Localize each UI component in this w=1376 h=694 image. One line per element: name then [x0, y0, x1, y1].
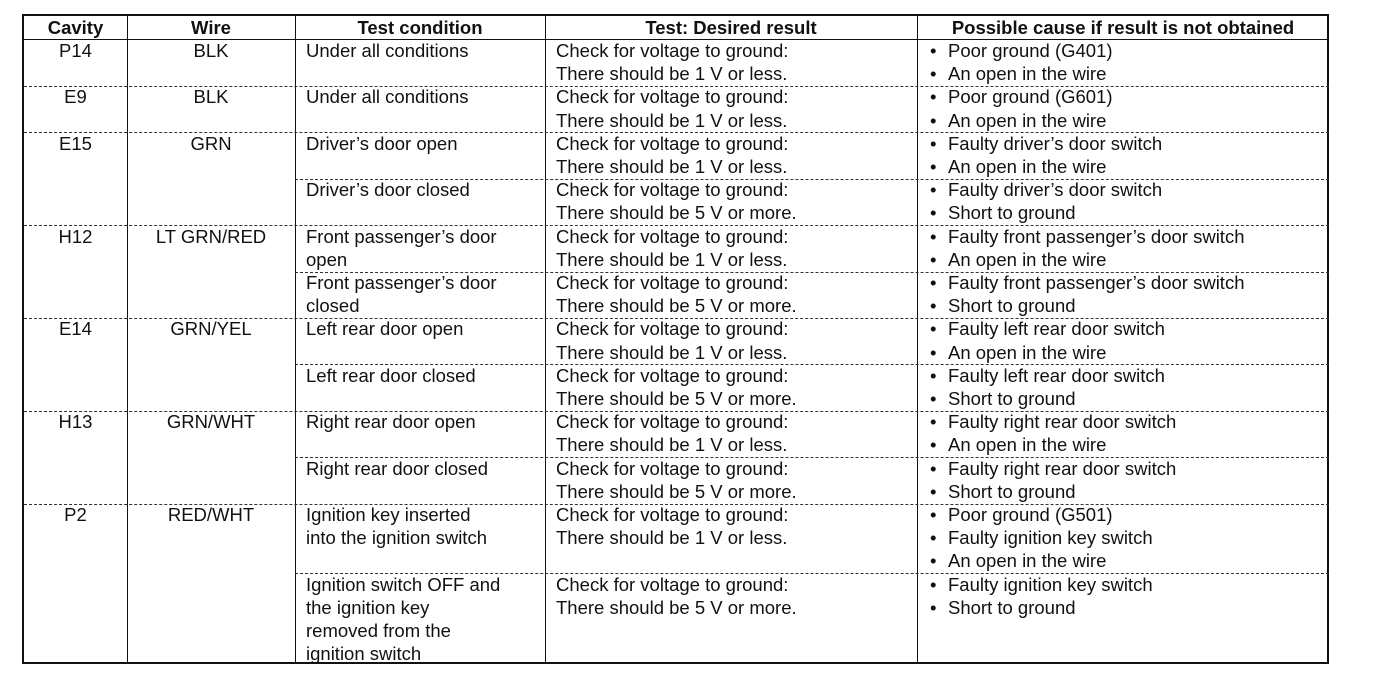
cause-item	[930, 573, 1153, 596]
bullet-icon: •	[930, 341, 937, 363]
bullet-icon: •	[930, 272, 937, 293]
cause-text: Faulty right rear door switch	[948, 411, 1177, 433]
cavity-cell: P14	[59, 40, 92, 61]
test-condition-text: Right rear door closed	[306, 457, 489, 479]
header-cavity: Cavity	[47, 17, 104, 38]
cause-text: Poor ground (G501)	[948, 504, 1113, 525]
bullet-icon: •	[930, 40, 937, 61]
wire-cell: BLK	[193, 40, 229, 61]
test-condition-text: open	[306, 248, 348, 270]
test-condition-text: Ignition switch OFF and	[306, 573, 501, 595]
wiring-test-table	[22, 14, 1329, 664]
bullet-icon: •	[930, 109, 937, 131]
bullet-icon: •	[930, 573, 937, 595]
desired-result-text: Check for voltage to ground:	[556, 364, 789, 386]
cause-item	[930, 85, 1113, 108]
bullet-icon: •	[930, 156, 937, 177]
bullet-icon: •	[930, 411, 937, 433]
desired-result-text: There should be 5 V or more.	[556, 480, 797, 502]
bullet-icon: •	[930, 388, 937, 409]
cause-item	[930, 271, 1245, 294]
bullet-icon: •	[930, 225, 937, 247]
cause-text: Faulty front passenger’s door switch	[948, 225, 1245, 247]
column-divider	[295, 16, 296, 662]
cavity-cell: H13	[58, 411, 93, 433]
bullet-icon: •	[930, 364, 937, 386]
cause-item	[930, 387, 1076, 410]
test-condition-text: Left rear door closed	[306, 364, 476, 386]
column-divider	[917, 16, 918, 662]
cause-text: Short to ground	[948, 388, 1076, 409]
test-condition-text: Left rear door open	[306, 318, 464, 340]
test-condition-text: Front passenger’s door	[306, 225, 497, 247]
cavity-cell: P2	[64, 504, 87, 525]
cause-text: An open in the wire	[948, 248, 1107, 270]
cause-item	[930, 410, 1176, 433]
cause-text: An open in the wire	[948, 156, 1107, 177]
desired-result-text: There should be 1 V or less.	[556, 527, 788, 549]
cause-item	[930, 225, 1245, 248]
wire-cell: GRN/YEL	[170, 318, 252, 340]
cavity-cell: E9	[64, 86, 87, 108]
bullet-icon: •	[930, 295, 937, 317]
cause-text: Faulty ignition key switch	[948, 573, 1153, 595]
test-condition-text: Driver’s door closed	[306, 179, 470, 201]
cause-item	[930, 62, 1106, 85]
test-condition-text: closed	[306, 295, 360, 317]
test-condition-text: removed from the	[306, 620, 451, 641]
desired-result-text: Check for voltage to ground:	[556, 40, 789, 61]
bullet-icon: •	[930, 202, 937, 224]
bullet-icon: •	[930, 527, 937, 549]
cause-item	[930, 178, 1162, 201]
test-condition-text: into the ignition switch	[306, 527, 487, 549]
bullet-icon: •	[930, 504, 937, 525]
cavity-cell: E14	[59, 318, 92, 340]
cause-text: Short to ground	[948, 480, 1076, 502]
wire-cell: GRN/WHT	[166, 411, 256, 433]
cause-text: An open in the wire	[948, 341, 1107, 363]
test-condition-text: the ignition key	[306, 596, 430, 618]
bullet-icon: •	[930, 63, 937, 85]
cavity-cell: H12	[58, 225, 93, 247]
cause-item	[930, 39, 1113, 62]
column-divider	[545, 16, 546, 662]
desired-result-text: Check for voltage to ground:	[556, 318, 789, 340]
desired-result-text: There should be 1 V or less.	[556, 341, 788, 363]
cause-text: Short to ground	[948, 295, 1076, 317]
desired-result-text: There should be 5 V or more.	[556, 202, 797, 224]
bullet-icon: •	[930, 457, 937, 479]
bullet-icon: •	[930, 248, 937, 270]
header-possible-cause: Possible cause if result is not obtained	[951, 17, 1295, 38]
wire-cell: RED/WHT	[167, 504, 255, 525]
cause-item	[930, 317, 1165, 340]
header-desired-result: Test: Desired result	[645, 17, 817, 38]
desired-result-text: Check for voltage to ground:	[556, 272, 789, 293]
bullet-icon: •	[930, 86, 937, 108]
cause-item	[930, 457, 1176, 480]
desired-result-text: Check for voltage to ground:	[556, 504, 789, 525]
desired-result-text: Check for voltage to ground:	[556, 457, 789, 479]
cause-item	[930, 480, 1076, 503]
desired-result-text: There should be 1 V or less.	[556, 63, 788, 85]
cause-text: An open in the wire	[948, 109, 1107, 131]
desired-result-text: Check for voltage to ground:	[556, 132, 789, 154]
desired-result-text: Check for voltage to ground:	[556, 179, 789, 201]
cause-text: An open in the wire	[948, 63, 1107, 85]
test-condition-text: Right rear door open	[306, 411, 476, 433]
cause-text: Short to ground	[948, 596, 1076, 618]
cause-text: Faulty front passenger’s door switch	[948, 272, 1245, 293]
cause-text: Faulty driver’s door switch	[948, 132, 1163, 154]
test-condition-text: Under all conditions	[306, 86, 469, 108]
desired-result-text: Check for voltage to ground:	[556, 225, 789, 247]
cause-text: An open in the wire	[948, 434, 1107, 456]
cause-text: Faulty left rear door switch	[948, 364, 1165, 386]
desired-result-text: Check for voltage to ground:	[556, 86, 789, 108]
test-condition-text: Under all conditions	[306, 40, 469, 61]
cause-item	[930, 109, 1106, 132]
wire-cell: GRN	[190, 132, 232, 154]
bullet-icon: •	[930, 480, 937, 502]
cause-item	[930, 364, 1165, 387]
bullet-icon: •	[930, 179, 937, 201]
cause-text: Poor ground (G601)	[948, 86, 1113, 108]
wire-cell: BLK	[193, 86, 229, 108]
desired-result-text: There should be 1 V or less.	[556, 434, 788, 456]
test-condition-text: ignition switch	[306, 643, 422, 665]
desired-result-text: There should be 1 V or less.	[556, 109, 788, 131]
desired-result-text: There should be 1 V or less.	[556, 156, 788, 177]
cause-text: Short to ground	[948, 202, 1076, 224]
header-test-condition: Test condition	[357, 17, 483, 38]
cause-item	[930, 503, 1113, 526]
cavity-cell: E15	[59, 132, 92, 154]
desired-result-text: There should be 1 V or less.	[556, 248, 788, 270]
cause-text: Faulty right rear door switch	[948, 457, 1177, 479]
bullet-icon: •	[930, 550, 937, 572]
header-wire: Wire	[191, 17, 231, 38]
cause-item	[930, 155, 1106, 178]
cause-text: Faulty driver’s door switch	[948, 179, 1163, 201]
cause-item	[930, 526, 1153, 549]
cause-item	[930, 132, 1162, 155]
cause-item	[930, 201, 1076, 224]
bullet-icon: •	[930, 318, 937, 340]
cause-item	[930, 294, 1076, 317]
test-condition-text: Ignition key inserted	[306, 504, 471, 525]
bullet-icon: •	[930, 596, 937, 618]
cause-text: Faulty left rear door switch	[948, 318, 1165, 340]
test-condition-text: Front passenger’s door	[306, 272, 497, 293]
desired-result-text: There should be 5 V or more.	[556, 388, 797, 409]
cause-text: Faulty ignition key switch	[948, 527, 1153, 549]
cause-item	[930, 596, 1076, 619]
bullet-icon: •	[930, 132, 937, 154]
cause-item	[930, 248, 1106, 271]
desired-result-text: Check for voltage to ground:	[556, 411, 789, 433]
cause-item	[930, 341, 1106, 364]
cause-text: Poor ground (G401)	[948, 40, 1113, 61]
cause-text: An open in the wire	[948, 550, 1107, 572]
desired-result-text: Check for voltage to ground:	[556, 573, 789, 595]
wire-cell: LT GRN/RED	[155, 225, 267, 247]
desired-result-text: There should be 5 V or more.	[556, 596, 797, 618]
test-condition-text: Driver’s door open	[306, 132, 458, 154]
bullet-icon: •	[930, 434, 937, 456]
desired-result-text: There should be 5 V or more.	[556, 295, 797, 317]
cause-item	[930, 549, 1106, 572]
cause-item	[930, 433, 1106, 456]
